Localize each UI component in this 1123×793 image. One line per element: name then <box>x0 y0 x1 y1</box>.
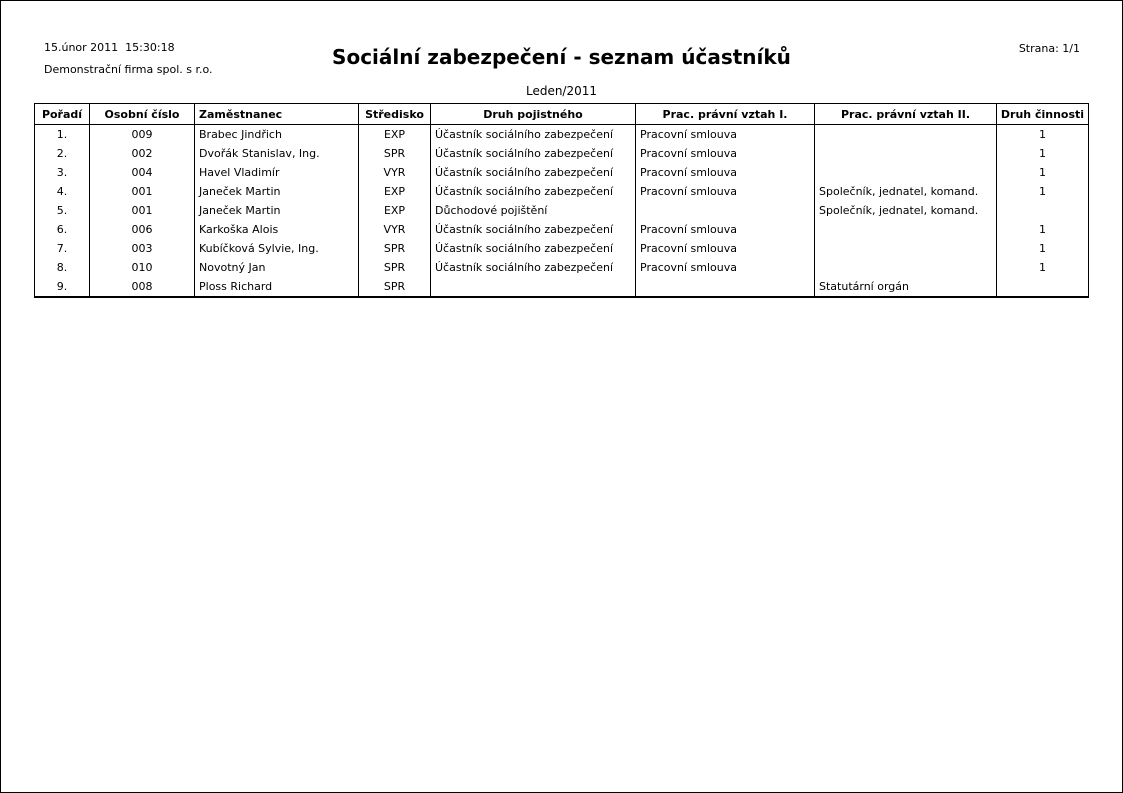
table-cell: 8. <box>35 258 90 277</box>
col-header-osobni-cislo: Osobní číslo <box>90 104 195 125</box>
table-cell: Novotný Jan <box>195 258 359 277</box>
table-cell: SPR <box>359 239 431 258</box>
table-cell: 1 <box>997 182 1089 201</box>
report-period: Leden/2011 <box>525 84 598 98</box>
table-cell: 9. <box>35 277 90 297</box>
table-cell <box>997 201 1089 220</box>
col-header-poradi: Pořadí <box>35 104 90 125</box>
table-cell: Karkoška Alois <box>195 220 359 239</box>
table-cell: Janeček Martin <box>195 182 359 201</box>
table-cell: 003 <box>90 239 195 258</box>
table-body <box>35 125 1089 298</box>
table-cell: SPR <box>359 277 431 297</box>
table-cell: Účastník sociálního zabezpečení <box>431 258 636 277</box>
table-cell: VYR <box>359 220 431 239</box>
table-cell: 1 <box>997 258 1089 277</box>
table-cell: Dvořák Stanislav, Ing. <box>195 144 359 163</box>
table-cell <box>636 201 815 220</box>
table-cell: Účastník sociálního zabezpečení <box>431 163 636 182</box>
table-cell <box>815 125 997 145</box>
table-cell: 3. <box>35 163 90 182</box>
col-header-prac-pravni-vztah-2: Prac. právní vztah II. <box>815 104 997 125</box>
table-cell: VYR <box>359 163 431 182</box>
table-cell: 1 <box>997 163 1089 182</box>
table-cell: 6. <box>35 220 90 239</box>
table-cell <box>431 277 636 297</box>
table-cell: 009 <box>90 125 195 145</box>
table-cell: 001 <box>90 201 195 220</box>
table-cell <box>997 277 1089 297</box>
table-cell: 1. <box>35 125 90 145</box>
table-row <box>35 220 1089 239</box>
table-cell: 006 <box>90 220 195 239</box>
table-cell: 2. <box>35 144 90 163</box>
table-cell: 1 <box>997 220 1089 239</box>
table-row <box>35 182 1089 201</box>
table-cell: Společník, jednatel, komand. <box>815 201 997 220</box>
table-cell: Pracovní smlouva <box>636 239 815 258</box>
table-cell: 004 <box>90 163 195 182</box>
table-cell: Pracovní smlouva <box>636 125 815 145</box>
table-cell: Kubíčková Sylvie, Ing. <box>195 239 359 258</box>
table-cell: 1 <box>997 239 1089 258</box>
table-cell: 010 <box>90 258 195 277</box>
table-cell: 001 <box>90 182 195 201</box>
col-header-stredisko: Středisko <box>359 104 431 125</box>
table-cell: Brabec Jindřich <box>195 125 359 145</box>
table-cell <box>815 239 997 258</box>
table-cell: Účastník sociálního zabezpečení <box>431 144 636 163</box>
table-cell: 5. <box>35 201 90 220</box>
table-cell: Havel Vladimír <box>195 163 359 182</box>
table-cell: 7. <box>35 239 90 258</box>
table-cell: Ploss Richard <box>195 277 359 297</box>
table-row <box>35 258 1089 277</box>
table-cell <box>815 144 997 163</box>
table-cell: 1 <box>997 125 1089 145</box>
table-cell: Statutární orgán <box>815 277 997 297</box>
table-row <box>35 201 1089 220</box>
table-cell: Důchodové pojištění <box>431 201 636 220</box>
table-cell: EXP <box>359 125 431 145</box>
company-name: Demonstrační firma spol. s r.o. <box>44 63 213 76</box>
table-cell: Janeček Martin <box>195 201 359 220</box>
col-header-prac-pravni-vztah-1: Prac. právní vztah I. <box>636 104 815 125</box>
table-cell <box>815 220 997 239</box>
page-number: Strana: 1/1 <box>1018 42 1080 55</box>
table-cell: 1 <box>997 144 1089 163</box>
table-cell <box>815 163 997 182</box>
table-cell: Účastník sociálního zabezpečení <box>431 220 636 239</box>
table-cell <box>815 258 997 277</box>
table-cell: Účastník sociálního zabezpečení <box>431 182 636 201</box>
table-cell: Účastník sociálního zabezpečení <box>431 239 636 258</box>
col-header-zamestnanec: Zaměstnanec <box>195 104 359 125</box>
report-title: Sociální zabezpečení - seznam účastníků <box>332 45 791 69</box>
table-row <box>35 239 1089 258</box>
participants-table <box>34 103 1089 298</box>
table-cell: Pracovní smlouva <box>636 163 815 182</box>
table-cell: SPR <box>359 258 431 277</box>
table-cell: Pracovní smlouva <box>636 258 815 277</box>
table-cell: EXP <box>359 182 431 201</box>
table-cell: SPR <box>359 144 431 163</box>
table-cell: Účastník sociálního zabezpečení <box>431 125 636 145</box>
report-datetime: 15.únor 2011 15:30:18 <box>44 41 175 54</box>
table-cell <box>636 277 815 297</box>
table-row <box>35 125 1089 145</box>
table-cell: Pracovní smlouva <box>636 144 815 163</box>
table-cell: 4. <box>35 182 90 201</box>
col-header-druh-pojistneho: Druh pojistného <box>431 104 636 125</box>
table-cell: Pracovní smlouva <box>636 220 815 239</box>
table-cell: EXP <box>359 201 431 220</box>
table-cell: 008 <box>90 277 195 297</box>
table-header-row <box>35 104 1089 125</box>
table-cell: 002 <box>90 144 195 163</box>
table-row <box>35 277 1089 297</box>
table-row <box>35 144 1089 163</box>
table-row <box>35 163 1089 182</box>
table-cell: Pracovní smlouva <box>636 182 815 201</box>
table-cell: Společník, jednatel, komand. <box>815 182 997 201</box>
col-header-druh-cinnosti: Druh činnosti <box>997 104 1089 125</box>
